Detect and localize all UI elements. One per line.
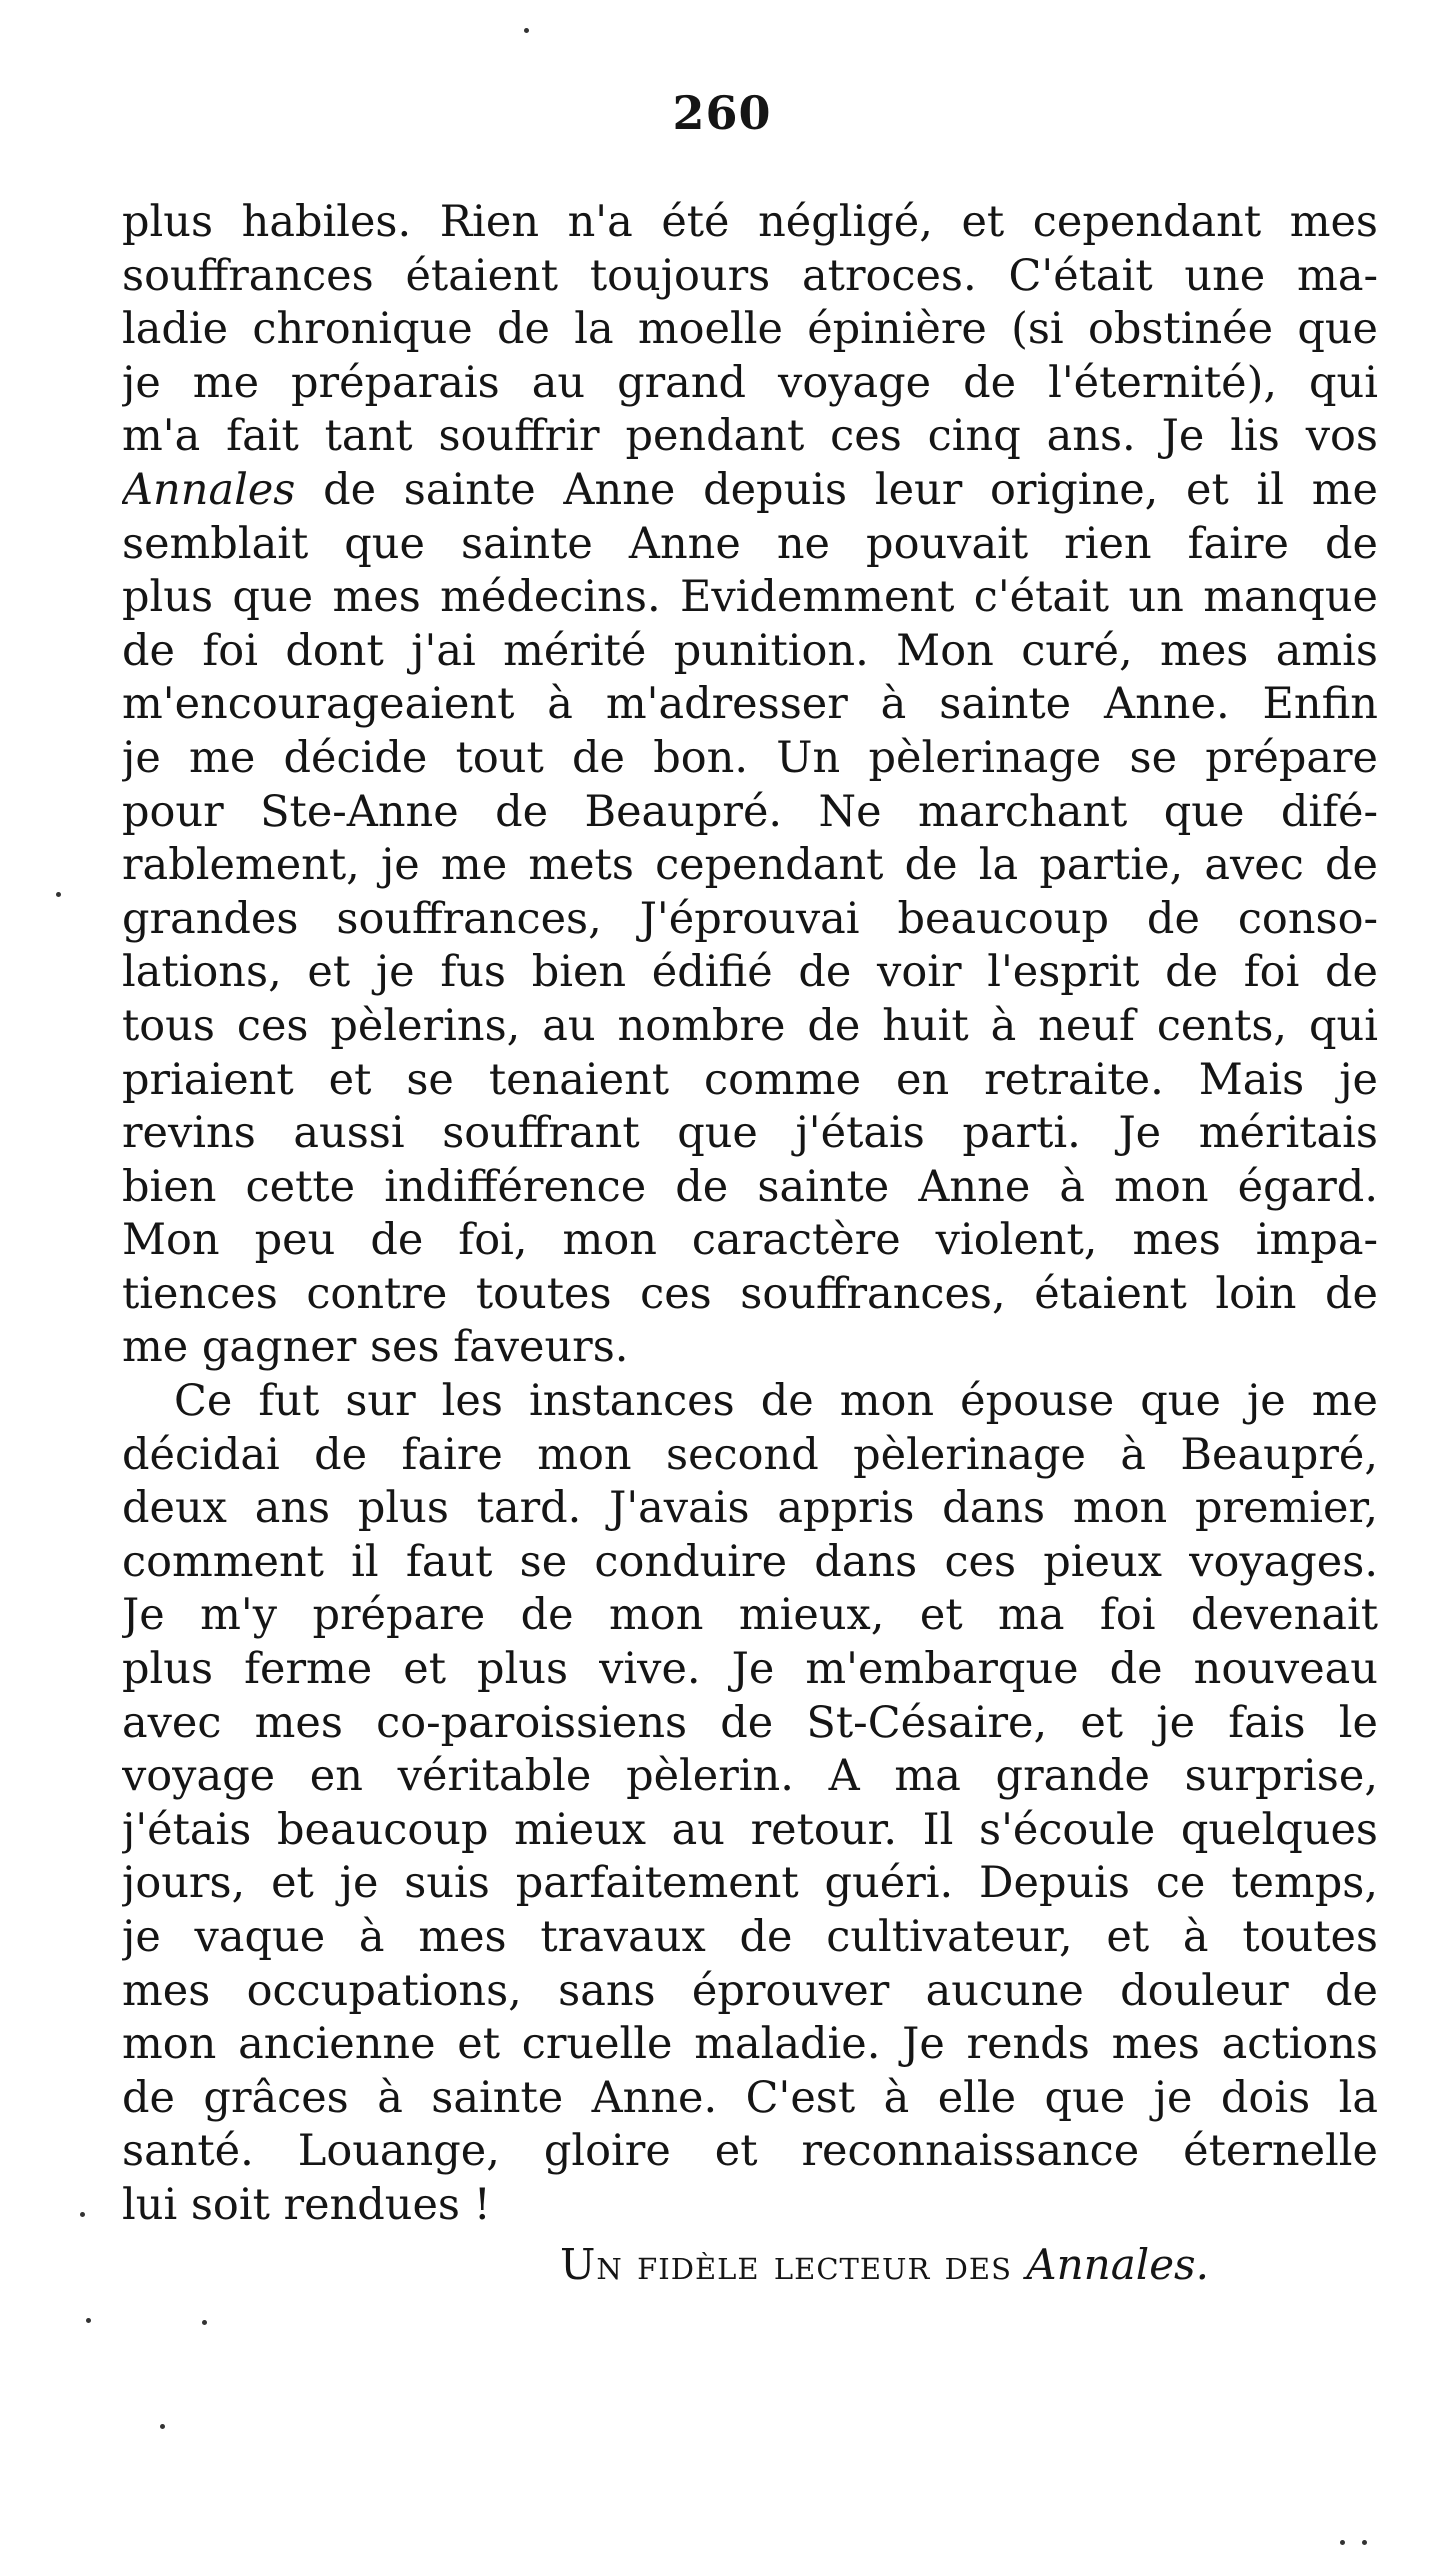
text-line: grandes souffrances, J'éprouvai beaucoup de conso- xyxy=(122,893,1378,944)
text-line: voyage en véritable pèlerin. A ma grande surprise, xyxy=(122,1751,1378,1802)
paragraph-1 xyxy=(122,196,1378,1375)
page-number: 260 xyxy=(672,86,772,140)
text-line: deux ans plus tard. J'avais appris dans mon premier, xyxy=(122,1483,1378,1534)
signature-annales: Annales. xyxy=(1026,2240,1209,2289)
text-line: bien cette indifférence de sainte Anne à mon égard. xyxy=(122,1161,1378,1212)
text-line: pour Ste-Anne de Beaupré. Ne marchant que difé- xyxy=(122,786,1378,837)
text-line: souffrances étaient toujours atroces. C'était une ma- xyxy=(122,250,1378,301)
text-line: plus habiles. Rien n'a été négligé, et cependant mes xyxy=(122,197,1378,247)
text-line: de grâces à sainte Anne. C'est à elle que je dois la xyxy=(122,2072,1378,2123)
scan-speck xyxy=(160,2424,165,2429)
text-line: rablement, je me mets cependant de la partie, avec de xyxy=(122,840,1378,891)
text-line: Annales de sainte Anne depuis leur origine, et il me xyxy=(122,464,1378,515)
text-line: Je m'y prépare de mon mieux, et ma foi devenait xyxy=(122,1590,1378,1641)
text-line: tiences contre toutes ces souffrances, étaient loin de xyxy=(122,1268,1378,1319)
text-line: lations, et je fus bien édifié de voir l'esprit de foi de xyxy=(122,947,1378,998)
text-line: revins aussi souffrant que j'étais parti. Je méritais xyxy=(122,1108,1378,1159)
text-line: jours, et je suis parfaitement guéri. Depuis ce temps, xyxy=(122,1858,1378,1909)
annales-italic: Annales xyxy=(122,464,296,515)
scan-speck xyxy=(1340,2540,1345,2545)
signature xyxy=(560,2240,1209,2289)
text-line: je me décide tout de bon. Un pèlerinage se prépare xyxy=(122,732,1378,783)
signature-prefix: Un fidèle lecteur des xyxy=(560,2240,1027,2289)
text-line: je vaque à mes travaux de cultivateur, et à toutes xyxy=(122,1912,1378,1962)
text-line: m'a fait tant souffrir pendant ces cinq ans. Je lis vos xyxy=(122,411,1378,462)
text-line: plus que mes médecins. Evidemment c'était un manque xyxy=(122,572,1378,623)
text-line: j'étais beaucoup mieux au retour. Il s'écoule quelques xyxy=(122,1804,1378,1855)
text-line: priaient et se tenaient comme en retraite. Mais je xyxy=(122,1054,1378,1105)
text-line: de foi dont j'ai mérité punition. Mon curé, mes amis xyxy=(122,625,1378,676)
text-line: me gagner ses faveurs. xyxy=(122,1322,629,1373)
text-line: semblait que sainte Anne ne pouvait rien faire de xyxy=(122,518,1378,569)
text-line: m'encourageaient à m'adresser à sainte Anne. Enfin xyxy=(122,679,1378,730)
scan-speck xyxy=(202,2320,207,2325)
text-line: avec mes co-paroissiens de St-Césaire, et je fais le xyxy=(122,1697,1378,1748)
text-line: Mon peu de foi, mon caractère violent, mes impa- xyxy=(122,1215,1378,1266)
text-line: santé. Louange, gloire et reconnaissance éternelle xyxy=(122,2126,1378,2177)
text-line: je me préparais au grand voyage de l'éternité), qui xyxy=(122,357,1378,408)
text-line: tous ces pèlerins, au nombre de huit à neuf cents, qui xyxy=(122,1000,1378,1051)
paragraph-2 xyxy=(122,1375,1378,2233)
scan-speck xyxy=(56,892,61,897)
scan-speck xyxy=(80,2212,85,2217)
text-line: mes occupations, sans éprouver aucune douleur de xyxy=(122,1965,1378,2016)
text-line: mon ancienne et cruelle maladie. Je rends mes actions xyxy=(122,2019,1378,2070)
text-line: décidai de faire mon second pèlerinage à Beaupré, xyxy=(122,1429,1378,1480)
body-text xyxy=(122,196,1378,2233)
scan-speck xyxy=(86,2318,91,2323)
text-line: plus ferme et plus vive. Je m'embarque de nouveau xyxy=(122,1644,1378,1695)
text-line: comment il faut se conduire dans ces pieux voyages. xyxy=(122,1536,1378,1587)
text-line: ladie chronique de la moelle épinière (si obstinée que xyxy=(122,304,1378,355)
scan-speck xyxy=(1362,2540,1367,2545)
text-line: Ce fut sur les instances de mon épouse que je me xyxy=(174,1376,1378,1427)
scan-speck xyxy=(524,28,529,33)
text-line: lui soit rendues ! xyxy=(122,2179,491,2230)
